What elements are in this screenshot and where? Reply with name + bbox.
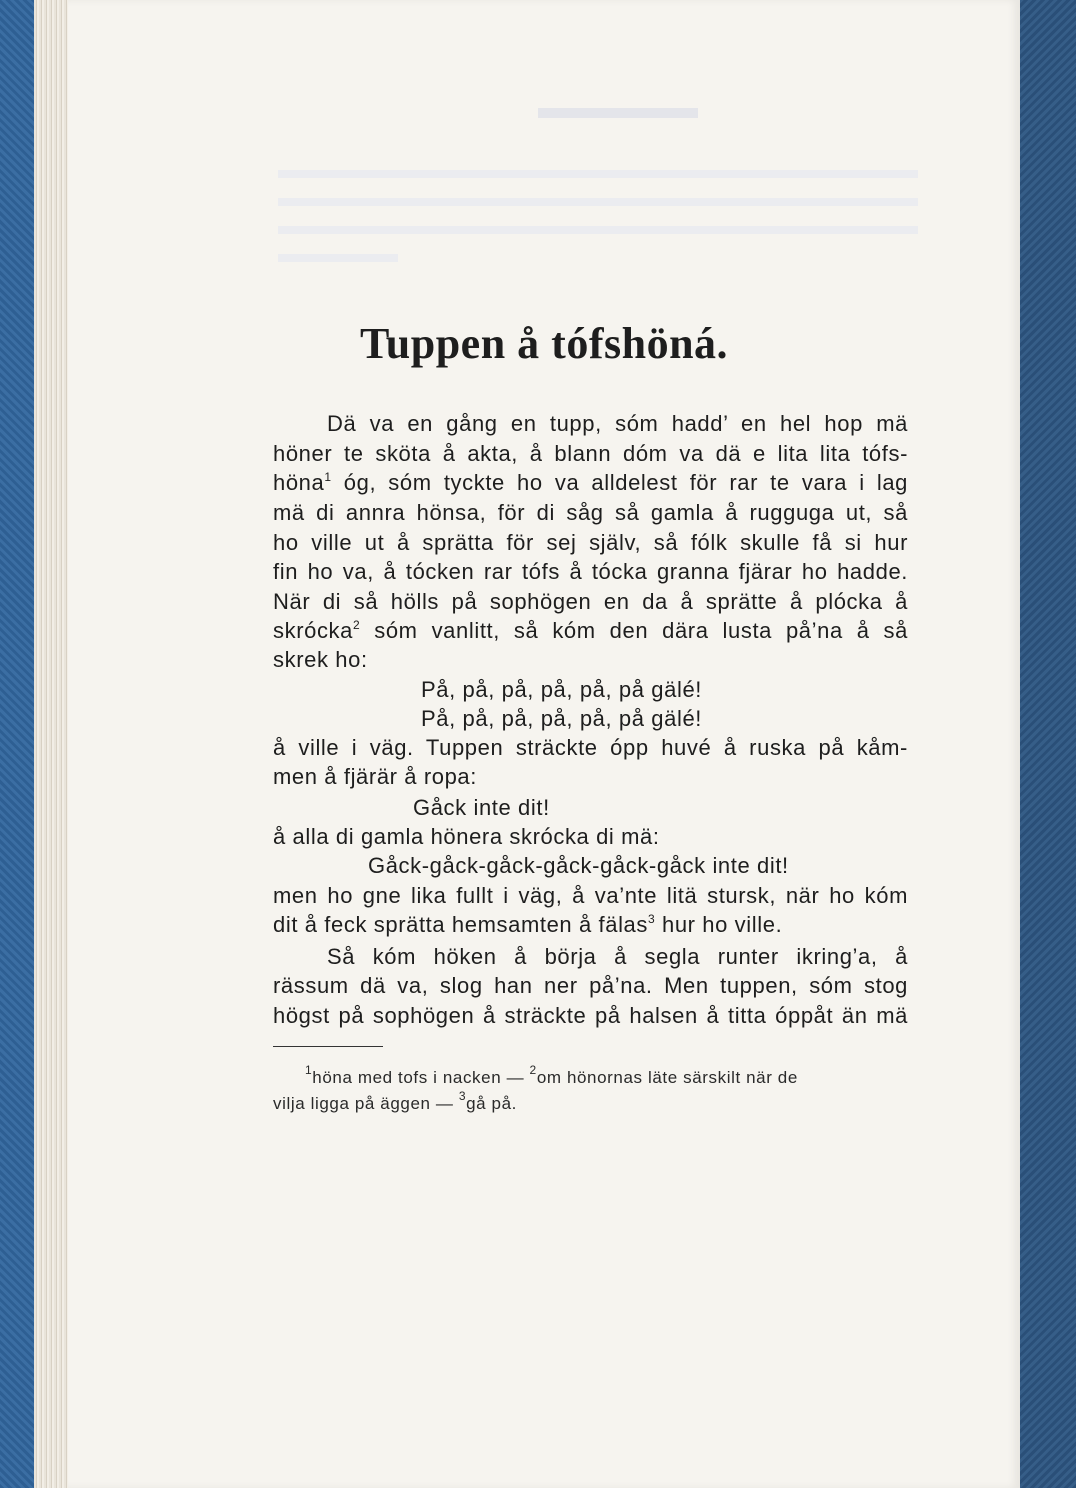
book-cover-right: [1018, 0, 1076, 1488]
verse-line: Gåck inte dit!: [413, 795, 550, 820]
footnote-mark: 2: [529, 1063, 537, 1077]
book-page: [68, 0, 1020, 1488]
text-line: rässum dä va, slog han ner på’na. Men tuppen, sóm stog: [273, 973, 908, 998]
text-fragment: hur ho ville.: [655, 912, 783, 937]
text-fragment: sóm vanlitt, så kóm den dära lusta på’na å så: [360, 618, 908, 643]
text-line: Dä va en gång en tupp, sóm hadd’ en hel hop mä: [327, 411, 908, 436]
footnote-mark: 3: [458, 1089, 467, 1103]
text-line: men ho gne lika fullt i väg, å va’nte litä stursk, när ho kóm: [273, 883, 908, 908]
footnote-text: om hönornas läte särskilt när de: [536, 1068, 798, 1087]
text-line: [273, 470, 908, 496]
footnote-text: gå på.: [466, 1094, 517, 1113]
footnote-line: [273, 1089, 517, 1114]
footnote-ref: 3: [648, 912, 656, 926]
text-line: ho ville ut å sprätta för sej själv, så fólk skulle få si hur: [273, 530, 908, 555]
text-fragment: óg, sóm tyckte ho va alldelest för rar te vara i lag: [331, 470, 908, 495]
text-line: När di så hölls på sophögen en da å sprätte å plócka å: [273, 589, 908, 614]
text-line: högst på sophögen å sträckte på halsen å titta óppåt än mä: [273, 1003, 908, 1028]
text-fragment: skrócka: [273, 618, 353, 643]
text-line: mä di annra hönsa, för di såg så gamla å rugguga ut, så: [273, 500, 908, 525]
text-line: men å fjärär å ropa:: [273, 764, 477, 789]
footnote-text: höna med tofs i nacken: [312, 1068, 502, 1087]
footnote-rule: [273, 1046, 383, 1047]
footnote-line: [305, 1063, 798, 1088]
text-line: [273, 618, 908, 644]
text-line: å ville i väg. Tuppen sträckte ópp huvé å ruska på kåm-: [273, 735, 908, 760]
text-line: skrek ho:: [273, 647, 368, 672]
text-line: Så kóm höken å börja å segla runter ikring’a, å: [327, 944, 908, 969]
footnote-separator: —: [435, 1094, 454, 1113]
verse-line: På, på, på, på, på, på gälé!: [421, 706, 703, 731]
text-fragment: dit å feck sprätta hemsamten å fälas: [273, 912, 648, 937]
chapter-title: Tuppen å tófshöná.: [359, 319, 729, 368]
text-line: fin ho va, å tócken rar tófs å tócka granna fjärar ho hadde.: [273, 559, 908, 584]
footnote-ref: 1: [324, 470, 332, 484]
footnote-text: vilja ligga på äggen: [273, 1094, 431, 1113]
verse-line: På, på, på, på, på, på gälé!: [421, 677, 703, 702]
text-line: å alla di gamla hönera skrócka di mä:: [273, 824, 660, 849]
footnote-ref: 2: [353, 618, 361, 632]
footnote-mark: 1: [305, 1063, 313, 1077]
footnote-separator: —: [506, 1068, 525, 1087]
page-edges: [34, 0, 71, 1488]
text-fragment: höna: [273, 470, 325, 495]
verse-line: Gåck-gåck-gåck-gåck-gåck-gåck inte dit!: [368, 853, 789, 878]
text-line: [273, 912, 782, 938]
text-line: höner te sköta å akta, å blann dóm va dä e lita lita tófs-: [273, 441, 908, 466]
